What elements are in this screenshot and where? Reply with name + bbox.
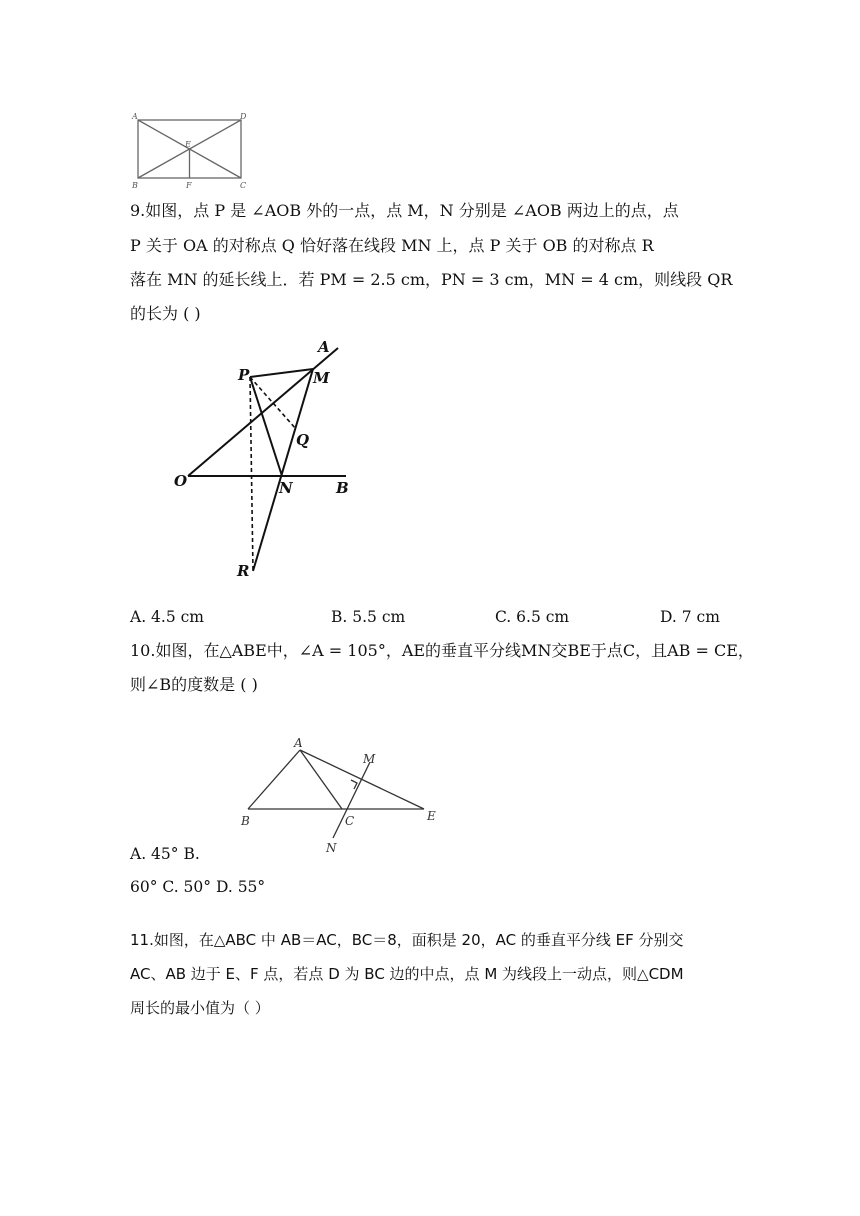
label-b: B xyxy=(336,479,349,497)
q10-options-line-1: A. 45° B. xyxy=(130,845,200,863)
q11-text-line-2: AC、AB 边于 E、F 点，若点 D 为 BC 边的中点，点 M 为线段上一动点，则△CDM xyxy=(130,965,684,983)
segment-ab xyxy=(248,750,300,809)
q9-text-line-1: 9.如图，点 P 是 ∠AOB 外的一点，点 M，N 分别是 ∠AOB 两边上的点，点 xyxy=(130,201,679,220)
q9-option-b: B. 5.5 cm xyxy=(331,608,406,626)
segment-pm xyxy=(250,369,313,377)
label-e: E xyxy=(427,809,436,823)
label-c: C xyxy=(240,181,247,190)
ray-oa xyxy=(188,348,338,476)
label-b: B xyxy=(241,814,250,828)
dashed-pr xyxy=(250,377,253,571)
q10-text-line-2: 则∠B的度数是 ( ) xyxy=(130,675,258,694)
right-angle-mark xyxy=(351,780,357,789)
q9-angle-figure xyxy=(168,334,378,594)
label-q: Q xyxy=(296,431,310,449)
segment-pn xyxy=(250,377,282,476)
label-a: A xyxy=(132,112,138,121)
label-o: O xyxy=(174,472,188,490)
label-m: M xyxy=(363,752,376,766)
q9-option-c: C. 6.5 cm xyxy=(495,608,570,626)
segment-ac xyxy=(300,750,342,809)
q11-text-line-1: 11.如图，在△ABC 中 AB＝AC，BC＝8，面积是 20，AC 的垂直平分线 EF 分别交 xyxy=(130,931,684,949)
label-f: F xyxy=(186,181,192,190)
label-a: A xyxy=(294,736,303,750)
q11-text-line-3: 周长的最小值为（ ） xyxy=(130,999,270,1017)
label-c: C xyxy=(345,814,355,828)
label-n: N xyxy=(279,479,293,497)
label-e: E xyxy=(185,140,191,149)
q10-options-line-2: 60° C. 50° D. 55° xyxy=(130,878,266,896)
q9-text-line-3: 落在 MN 的延长线上．若 PM = 2.5 cm，PN = 3 cm，MN = 4 cm，则线段 QR xyxy=(130,270,733,289)
label-d: D xyxy=(240,112,247,121)
label-r: R xyxy=(237,562,250,580)
rectangle-diagonals-figure xyxy=(128,110,250,192)
q9-option-d: D. 7 cm xyxy=(660,608,720,626)
q9-text-line-2: P 关于 OA 的对称点 Q 恰好落在线段 MN 上，点 P 关于 OB 的对称点 R xyxy=(130,236,654,255)
line-mr xyxy=(253,369,313,571)
label-b: B xyxy=(132,181,138,190)
label-n: N xyxy=(326,841,337,855)
q10-triangle-figure xyxy=(230,732,450,857)
label-p: P xyxy=(238,366,250,384)
label-a: A xyxy=(318,338,330,356)
q10-text-line-1: 10.如图，在△ABE中，∠A = 105°，AE的垂直平分线MN交BE于点C，且AB = CE， xyxy=(130,641,754,660)
label-m: M xyxy=(313,369,330,387)
q9-option-a: A. 4.5 cm xyxy=(130,608,205,626)
q9-text-line-4: 的长为 ( ) xyxy=(130,304,201,323)
